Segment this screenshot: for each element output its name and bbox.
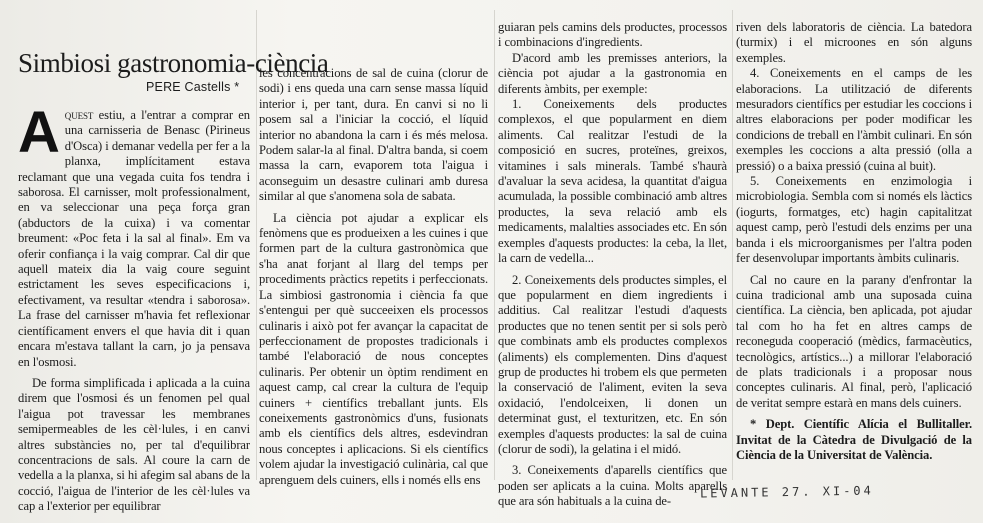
paragraph bbox=[18, 100, 250, 370]
paragraph: guiaran pels camins dels productes, processos i combinacions d'ingredients. bbox=[498, 20, 727, 50]
list-item: 3. Coneixements d'aparells científics que poden ser aplicats a la cuina. Molts aparells que ara són habituals a la cuina de- bbox=[498, 463, 727, 509]
column-divider bbox=[256, 10, 257, 480]
list-item: 1. Coneixements dels productes complexos, el que popularment en diem aliments. Cal realitzar l'estudi de la composició en sucres, proteïnes, greixos, vitamines i sals minerals. També s'haurà d'avaluar la seva acidesa, la quantitat d'aigua acumulada, la possible combinació amb altres productes, la seva relació amb els medicaments, malalties associades etc. En són exemples d'aquests productes: la ceba, la llet, la carn de vedella... bbox=[498, 97, 727, 266]
column-divider bbox=[732, 10, 733, 480]
column-3 bbox=[498, 20, 727, 509]
paragraph: Cal no caure en la parany d'enfrontar la cuina tradicional amb una suposada cuina científica. La ciència, ben aplicada, pot ajudar tal com ho ha fet en altres camps de reconeguda cooperació (mèdics, farmacèutics, tecnològics, artístics...) a millorar l'elaboració de plats tradicionals i a proposar nous conceptes culinaris. Al final, però, l'aplicació de veritat sempre estarà en mans dels cuiners. bbox=[736, 272, 972, 410]
article-title: Simbiosi gastronomia-ciència bbox=[18, 48, 329, 79]
column-2 bbox=[259, 66, 488, 486]
column-divider bbox=[494, 10, 495, 480]
paragraph-text: estiu, a l'entrar a comprar en una carnisseria de Benasc (Pirineus d'Osca) i demanar vedella per fer a la planxa, implícitament estava reclamant que una vegada cuita fos tendra i saborosa. El carnisser, molt professionalment, en va seleccionar una peça força gran (abductors de la cuixa) i va comentar breument: «Poc feta i la sal al final». Em va oferir confiança i la vaig comprar. Cal dir que aquell mateix dia la vaig coure seguint estrictament les seves especificacions i, efectivament, va resultar «tendra i saborosa». La frase del carnisser m'havia fet reflexionar científicament envers el que havia dit i quan encara m'estava tallant la carn, jo ja pensava en l'osmosi. bbox=[18, 108, 250, 369]
column-4 bbox=[736, 20, 972, 472]
byline: PERE Castells * bbox=[146, 80, 240, 94]
paragraph: De forma simplificada i aplicada a la cuina direm que l'osmosi és un fenomen pel qual l'aigua pot travessar les membranes semipermeables de les cèl·lules, i en canvi altres substàncies no, per tal d'equilibrar concentracions de sals. Al coure la carn de vedella a la planxa, si hi afegim sal abans de la cocció, l'aigua de l'interior de les cèl·lules va cap a l'exterior per equilibrar bbox=[18, 375, 250, 514]
drop-cap: A bbox=[18, 100, 60, 165]
paragraph: les concentracions de sal de cuina (clorur de sodi) i ens queda una carn sense massa líquid interior i, per tant, dura. En canvi si no li posem sal a l'iniciar la cocció, el líquid interior no abandona la carn i és més melosa. Podem salar-la al final. D'altra banda, si coem massa la carn, evaporem tota l'aigua i aconseguim un desastre culinari amb duresa similar al que s'anomena sola de sabata. bbox=[259, 66, 488, 204]
paragraph: riven dels laboratoris de ciència. La batedora (turmix) i el microones en són alguns exemples. bbox=[736, 20, 972, 65]
lead-in: quest bbox=[64, 108, 94, 122]
list-item: 5. Coneixements en enzimologia i microbiologia. Sembla com si només els làctics (iogurts, formatges, etc) hagin capitalitzat aquest camp, però l'estudi dels enzims per una banda i els microorganismes per l'altra poden fer desenvolupar importants àmbits culinaris. bbox=[736, 174, 972, 266]
column-1 bbox=[18, 100, 250, 514]
list-item: 2. Coneixements dels productes simples, el que popularment en diem ingredients i additius. Cal realitzar l'estudi d'aquests productes que no tenen sentit per si sols però que combinats amb els productes complexos (aliments) els complementen. Dins d'aquest grup de productes hi trobem els que permeten la conservació de l'aliment, eviten la seva oxidació, l'endolceixen, li donen un determinat gust, el texturitzen, etc. En són exemples d'aquests productes: la sal de cuina (clorur de sodi), la gelatina i el midó. bbox=[498, 272, 727, 456]
handwritten-note: LEVANTE 27. XI-04 bbox=[699, 483, 874, 501]
author-signature: * Dept. Científic Alícia el Bullitaller. Invitat de la Càtedra de Divulgació de la Ciència de la Universitat de València. bbox=[736, 417, 972, 462]
paragraph: D'acord amb les premisses anteriors, la ciència pot ajudar a la gastronomia en diferents àmbits, per exemple: bbox=[498, 50, 727, 96]
list-item: 4. Coneixements en el camps de les elaboracions. La utilització de diferents mesuradors científics per estudiar les coccions i altres elaboracions per poder modificar les condicions de treball en l'àmbit culinari. En són exemples les coccions a alta pressió (olla a pressió) o a baixa pressió (cuina al buit). bbox=[736, 66, 972, 173]
paragraph: La ciència pot ajudar a explicar els fenòmens que es produeixen a les cuines i que formen part de la cultura gastronòmica que s'ha anat forjant al llarg del temps per procediments pràctics repetits i perfeccionats. La simbiosi gastronomia i ciència fa que s'entengui per què succeeixen els processos culinaris i això pot fer avançar la capacitat de perfeccionament de propostes tradicionals i també l'elaboració de nous conceptes culinaris. Per obtenir un òptim rendiment en aquest camp, cal crear la cultura de l'equip cuiners + científics treballant junts. Els coneixements gastronòmics d'uns, fusionats amb els científics dels altres, esdevindran nous conceptes i aplicacions. Si els científics volem ajudar la investigació culinària, cal que aprenguem dels cuiners, ells i només ells ens bbox=[259, 210, 488, 487]
